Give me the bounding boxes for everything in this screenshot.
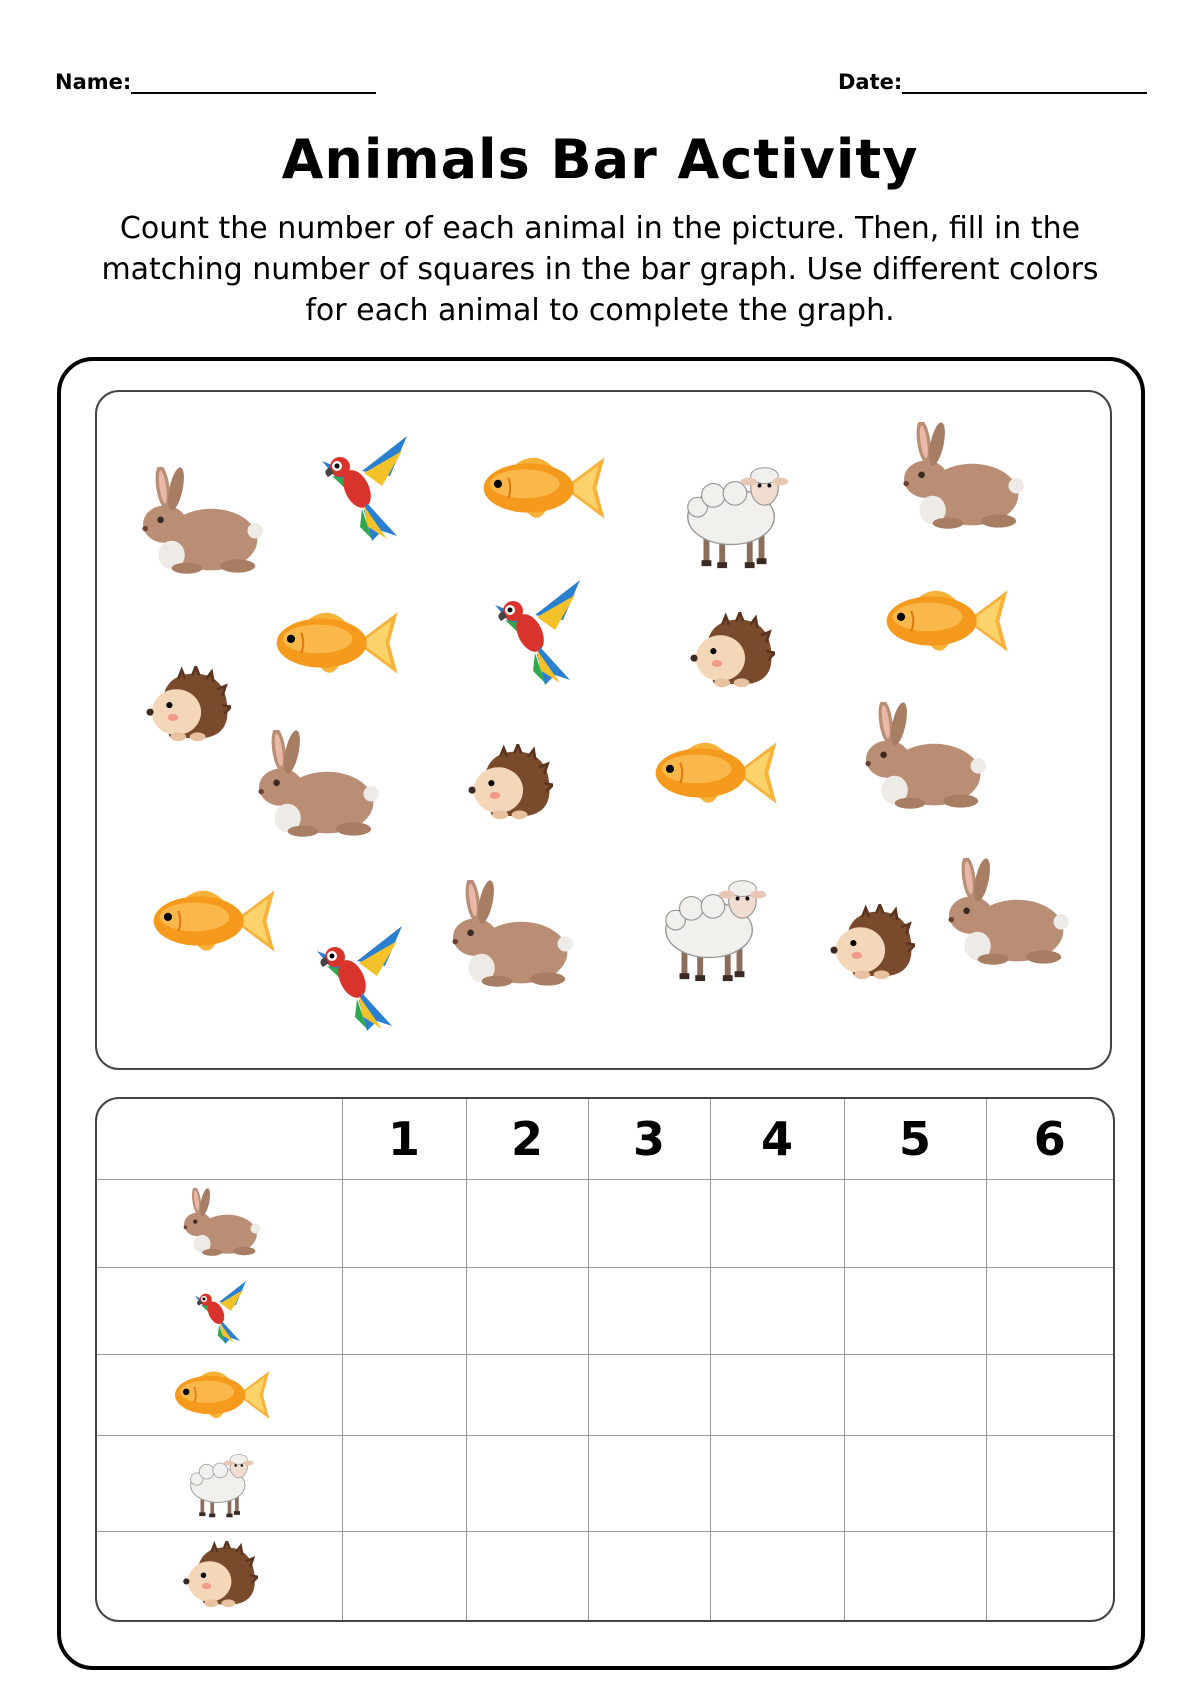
goldfish-icon (142, 880, 278, 962)
graph-cell[interactable] (588, 1268, 710, 1354)
column-number: 3 (588, 1099, 710, 1179)
column-number: 4 (710, 1099, 844, 1179)
graph-cell[interactable] (986, 1532, 1113, 1620)
column-number: 5 (844, 1099, 986, 1179)
parrot-icon (485, 574, 585, 686)
graph-cell[interactable] (466, 1268, 588, 1354)
rabbit-icon (176, 1188, 262, 1258)
date-blank[interactable] (902, 70, 1147, 94)
graph-cell[interactable] (710, 1268, 844, 1354)
graph-row-sheep (97, 1435, 1113, 1531)
rabbit-icon (131, 467, 265, 577)
graph-cell[interactable] (466, 1354, 588, 1435)
graph-cell[interactable] (710, 1354, 844, 1435)
column-number: 6 (986, 1099, 1113, 1179)
column-number: 1 (342, 1099, 466, 1179)
name-field (55, 70, 376, 94)
graph-cell[interactable] (844, 1435, 986, 1531)
graph-cell[interactable] (466, 1179, 588, 1268)
graph-header-row (97, 1099, 1113, 1179)
graph-cell[interactable] (466, 1435, 588, 1531)
graph-row-hedgehog (97, 1532, 1113, 1620)
graph-cell[interactable] (710, 1179, 844, 1268)
graph-corner-cell (97, 1099, 342, 1179)
rabbit-icon (441, 880, 575, 990)
graph-cell[interactable] (844, 1532, 986, 1620)
hedgehog-icon (465, 744, 553, 824)
graph-cell[interactable] (986, 1354, 1113, 1435)
rabbit-icon (247, 730, 381, 840)
graph-cell[interactable] (342, 1268, 466, 1354)
graph-cell[interactable] (986, 1179, 1113, 1268)
bar-graph (95, 1097, 1115, 1622)
graph-cell[interactable] (466, 1532, 588, 1620)
graph-cell[interactable] (844, 1268, 986, 1354)
goldfish-icon (167, 1363, 271, 1427)
date-field (838, 70, 1147, 94)
graph-cell[interactable] (710, 1532, 844, 1620)
graph-cell[interactable] (844, 1179, 986, 1268)
hedgehog-icon (827, 904, 915, 984)
graph-row-parrot (97, 1268, 1113, 1354)
sheep-icon (652, 868, 770, 988)
graph-cell[interactable] (342, 1435, 466, 1531)
goldfish-icon (644, 732, 780, 814)
hedgehog-icon (180, 1541, 258, 1611)
name-label: Name: (55, 70, 132, 94)
rabbit-icon (937, 858, 1071, 968)
graph-cell[interactable] (342, 1354, 466, 1435)
graph-row-rabbit (97, 1179, 1113, 1268)
goldfish-icon (265, 602, 401, 684)
graph-cell[interactable] (588, 1354, 710, 1435)
animal-picture (95, 390, 1112, 1070)
graph-cell[interactable] (844, 1354, 986, 1435)
date-label: Date: (838, 70, 903, 94)
sheep-icon (674, 455, 792, 575)
instructions: Count the number of each animal in the picture. Then, fill in the matching number of squares in the bar graph. Use different colors for each animal to complete the graph. (101, 211, 1099, 328)
graph-cell[interactable] (342, 1532, 466, 1620)
worksheet-title: Animals Bar Activity (281, 128, 919, 191)
parrot-icon (189, 1277, 249, 1345)
hedgehog-icon (687, 612, 775, 692)
parrot-icon (307, 920, 407, 1032)
hedgehog-icon (143, 666, 231, 746)
graph-cell[interactable] (986, 1268, 1113, 1354)
graph-cell[interactable] (986, 1435, 1113, 1531)
graph-cell[interactable] (710, 1435, 844, 1531)
parrot-icon (312, 430, 412, 542)
sheep-icon (182, 1446, 256, 1522)
rabbit-icon (854, 702, 988, 812)
graph-cell[interactable] (588, 1435, 710, 1531)
column-number: 2 (466, 1099, 588, 1179)
name-blank[interactable] (131, 70, 376, 94)
graph-row-goldfish (97, 1354, 1113, 1435)
graph-cell[interactable] (588, 1179, 710, 1268)
rabbit-icon (892, 422, 1026, 532)
goldfish-icon (472, 447, 608, 529)
goldfish-icon (875, 580, 1011, 662)
graph-cell[interactable] (342, 1179, 466, 1268)
graph-cell[interactable] (588, 1532, 710, 1620)
